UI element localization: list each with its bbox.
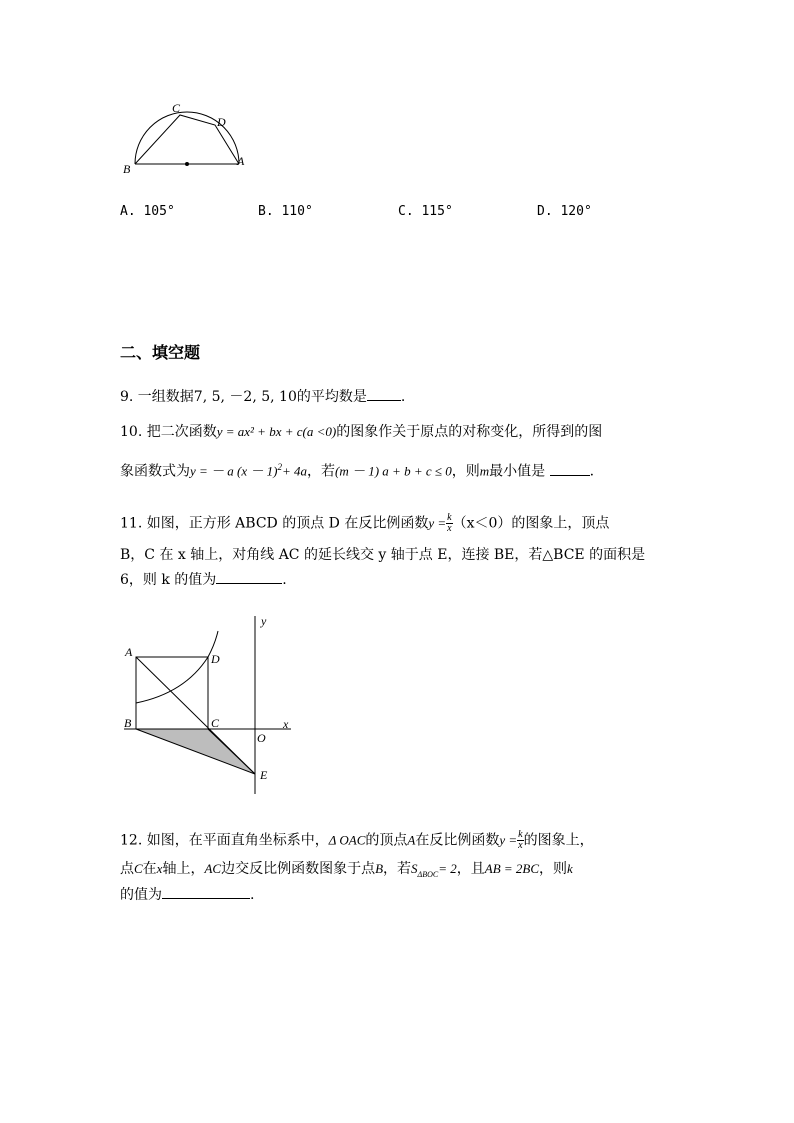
label-x: x — [283, 717, 289, 731]
q10-text-1: 10. 把二次函数 — [120, 424, 217, 440]
option-b: B. 110° — [258, 204, 313, 219]
q12-text-11: ，则 — [539, 861, 568, 877]
q10-formula-1: y = ax² + bx + c — [216, 424, 303, 439]
q12-text-3: 在反比例函数 — [415, 832, 500, 849]
q11-text-1: 11. 如图，正方形 ABCD 的顶点 D 在反比例函数 — [120, 515, 429, 532]
question-10-line1 — [120, 422, 602, 442]
question-11-line2: B，C 在 x 轴上，对角线 AC 的延长线交 y 轴于点 E，连接 BE，若△BCE 的面积是 — [120, 547, 646, 563]
q12-point-b: B — [375, 861, 384, 876]
q10-formula-3: (m － 1) a + b + c ≤ 0 — [335, 463, 452, 479]
q10-formula-2b: + 4a — [281, 463, 308, 479]
q12-frac-num: k — [518, 829, 523, 840]
q12-blank — [162, 886, 250, 899]
q12-text-10: ，且 — [456, 861, 485, 877]
q10-text-5: ，则 — [451, 463, 480, 480]
question-9 — [120, 387, 405, 407]
q12-text-4: 的图象上， — [523, 832, 594, 849]
hyperbola-curve — [136, 631, 218, 703]
figure-semicircle — [115, 95, 260, 180]
q11-blank — [216, 571, 282, 584]
q10-blank — [550, 463, 590, 476]
q12-point-a: A — [407, 832, 416, 848]
q12-text-1: 12. 如图，在平面直角坐标系中， — [120, 832, 329, 849]
q12-s-sub: ΔBOC — [417, 869, 439, 879]
question-12-line2 — [120, 859, 573, 885]
label-c: C — [172, 101, 181, 115]
q12-text-7: 轴上， — [162, 861, 205, 877]
q11-end: . — [282, 572, 287, 588]
section-title: 二、填空题 — [120, 343, 201, 362]
label-e: E — [260, 768, 268, 782]
q12-s: S — [411, 861, 418, 876]
triangle-bce — [136, 729, 255, 774]
q12-k: k — [567, 861, 573, 876]
question-12-line3 — [120, 885, 254, 905]
diagonal-ae — [136, 657, 255, 774]
q12-ac: AC — [204, 861, 222, 876]
option-a: A. 105° — [120, 204, 175, 219]
q10-formula-2: y = － a (x － 1) — [190, 463, 278, 479]
label-a2: A — [125, 645, 133, 659]
question-11-line1 — [120, 513, 609, 534]
q12-frac-den: x — [518, 840, 523, 851]
q12-end: . — [250, 887, 255, 903]
q9-blank — [367, 388, 401, 401]
figure-square-hyperbola — [115, 608, 300, 798]
q10-text-6: 最小值是 — [489, 463, 546, 480]
q12-triangle: Δ OAC — [328, 832, 366, 848]
q12-s-eq: = 2 — [438, 861, 457, 876]
center-point — [185, 162, 189, 166]
q10-text-2: 的图象作关于原点的对称变化，所得到的图 — [336, 424, 603, 440]
label-a: A — [237, 154, 245, 168]
label-y: y — [261, 614, 267, 628]
q9-end: . — [400, 389, 406, 405]
q12-x: x — [156, 861, 163, 876]
q10-formula-1b: (a <0) — [302, 424, 337, 439]
option-d: D. 120° — [537, 204, 592, 219]
q10-formula-2-sup: 2 — [277, 462, 282, 472]
q11-frac-num: k — [447, 512, 452, 523]
q12-yeq: y = — [499, 832, 518, 848]
label-d2: D — [211, 652, 220, 666]
q12-text-8: 边交反比例函数图象于点 — [221, 861, 376, 877]
q11-frac-den: x — [447, 523, 452, 534]
q10-text-4: ，若 — [307, 463, 336, 480]
label-c2: C — [211, 716, 220, 730]
question-12-line1 — [120, 830, 594, 851]
q10-end: . — [589, 463, 595, 480]
q9-text: 9. 一组数据7, 5, －2, 5, 10的平均数是 — [120, 389, 367, 405]
q10-text-3: 象函数式为 — [120, 463, 190, 480]
q12-ab-eq: AB = 2BC — [484, 861, 540, 876]
q11-text-2: （x＜0）的图象上，顶点 — [452, 515, 610, 532]
q12-text-2: 的顶点 — [365, 832, 408, 849]
q12-text-9: ，若 — [383, 861, 412, 877]
q12-text-5: 点 — [120, 861, 134, 877]
q11-text-3: 6，则 k 的值为 — [120, 572, 217, 588]
q12-point-c: C — [134, 861, 143, 876]
question-11-line3 — [120, 570, 287, 590]
option-c: C. 115° — [398, 204, 453, 219]
label-b: B — [123, 162, 131, 176]
q10-formula-4: m — [479, 463, 490, 479]
q12-text-12: 的值为 — [120, 887, 162, 903]
q12-text-6: 在 — [142, 861, 157, 877]
label-o: O — [257, 731, 266, 745]
label-b2: B — [124, 716, 132, 730]
question-10-line2 — [120, 457, 594, 482]
q11-yeq: y = — [428, 515, 447, 531]
label-d: D — [217, 115, 226, 129]
